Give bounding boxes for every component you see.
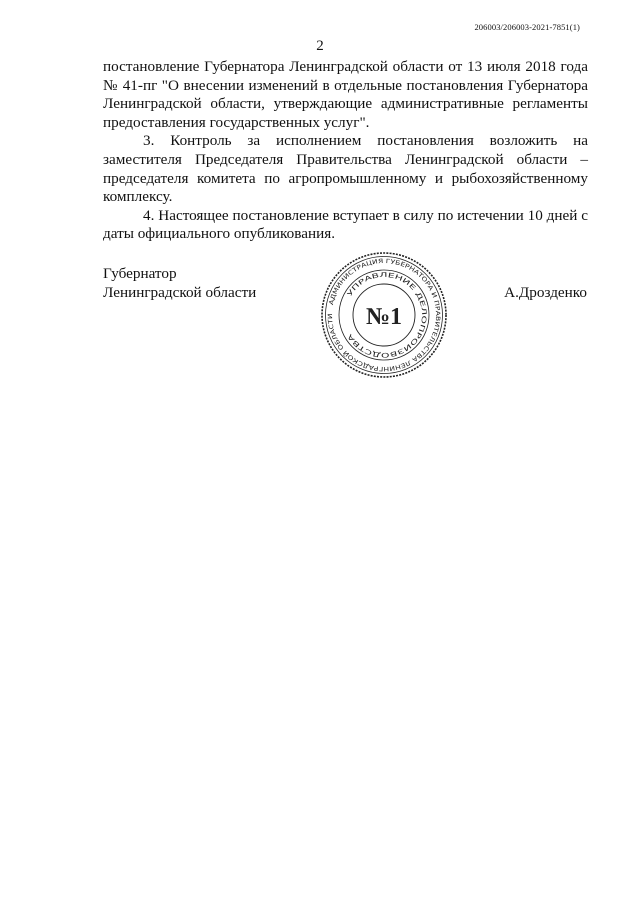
paragraph-3: 3. Контроль за исполнением постановления возложить на заместителя Председателя Правительства Ленинградской области – председателя комитета по агропромышленному и рыбохозяйственному комплексу.	[103, 132, 588, 206]
signature-position-line2: Ленинградской области	[103, 283, 257, 301]
signature-position	[103, 265, 256, 302]
paragraph-4: 4. Настоящее постановление вступает в силу по истечении 10 дней с даты официального опубликования.	[103, 206, 588, 243]
stamp-outer-text: АДМИНИСТРАЦИЯ ГУБЕРНАТОРА И ПРАВИТЕЛЬСТВА ЛЕНИНГРАДСКОЙ ОБЛАСТИ	[326, 257, 442, 373]
document-code: 206003/206003-2021-7851(1)	[474, 22, 580, 32]
body-text	[103, 58, 588, 244]
stamp-inner-text: УПРАВЛЕНИЕ ДЕЛОПРОИЗВОДСТВА	[346, 271, 428, 359]
signature-position-line1: Губернатор	[103, 265, 177, 282]
official-stamp	[319, 250, 449, 380]
paragraph-continuation: постановление Губернатора Ленинградской области от 13 июля 2018 года № 41-пг "О внесении изменений в отдельные постановления Губернатора Ленинградской области, утверждающие административные регламенты предоставления государственных услуг".	[103, 58, 588, 131]
page-number: 2	[316, 38, 324, 54]
signatory-name: А.Дрозденко	[504, 284, 587, 301]
stamp-center-number: №1	[365, 304, 403, 330]
